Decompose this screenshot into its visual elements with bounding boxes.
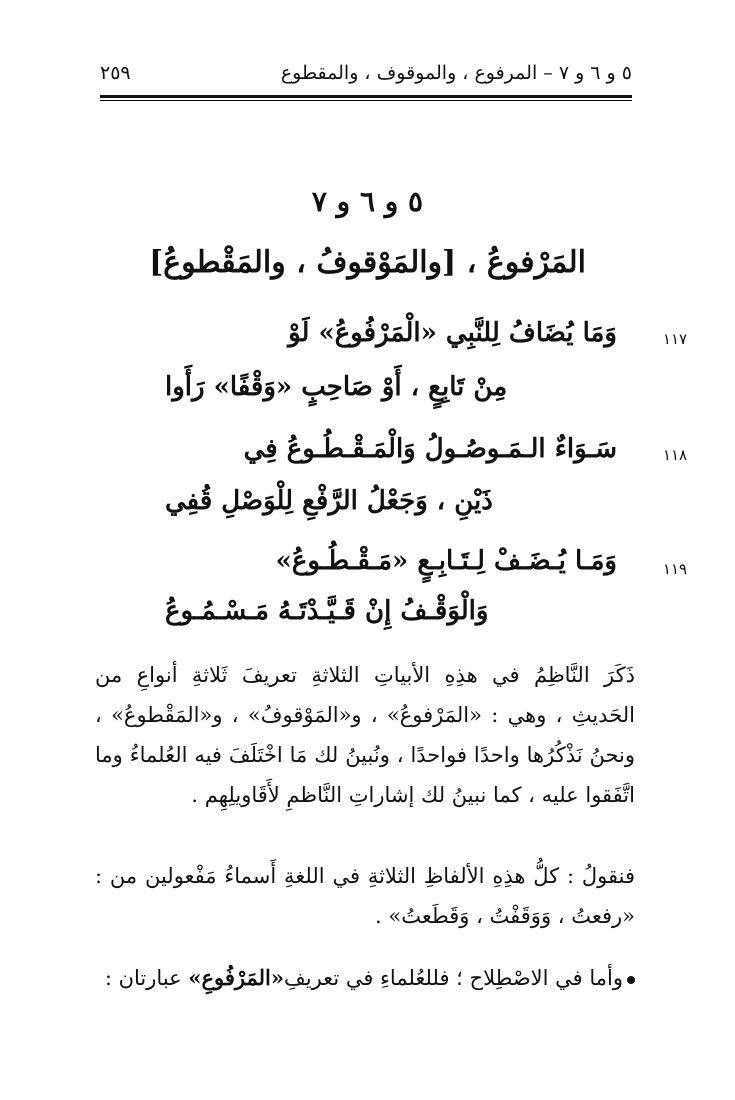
verse-number: ١١٧ [662,330,688,348]
verse-number: ١١٩ [662,560,688,578]
running-title: ٥ و ٦ و ٧ – المرفوع ، والموقوف ، والمقطوع [280,62,632,84]
bullet-paragraph [95,958,635,998]
page-number: ٢٥٩ [100,62,131,84]
verse-hemistich-1: وَمَا يُضَافُ لِلنَّبِي «الْمَرْفُوعُ» لَوْ [288,318,617,348]
header-rule-thin [100,100,632,101]
header-rule-thick [100,95,632,98]
section-number: ٥ و ٦ و ٧ [311,185,424,218]
running-header [100,60,632,94]
verse-hemistich-1: وَمَـا يُـضَـفْ لِـتَـابِـعٍ «مَـقْـطُـوعُ» [275,546,617,576]
bullet-text-after: عبارتان : [104,966,182,990]
verse-hemistich-2: وَالْوَقْـفُ إِنْ قَـيَّـدْتَـهُ مَـسْـمُـوعُ [165,596,489,626]
bullet-icon [627,976,635,984]
commentary-paragraph: ذَكَرَ النَّاظِمُ في هذِهِ الأبياتِ الثلاثةِ تعريفَ ثَلاثةِ أنواعِ من الحَديثِ ، وهي : «المَرْفوعُ» ، و«المَوْقوفُ» ، و«المَقْطوعُ» ، ونحنُ نَذْكُرُها واحدًا فواحدًا ، ونُبينُ لك مَا اخْتَلَفَ فيه العُلماءُ وما اتَّفَقوا عليه ، كما نبينُ لك إشاراتِ النَّاظمِ لأَقَاويلِهِم . [95,663,635,807]
section-title: المَرْفوعُ ، [والمَوْقوفُ ، والمَقْطوعُ] [149,245,586,280]
commentary-paragraph: فنقولُ : كلُّ هذِهِ الألفاظِ الثلاثةِ في اللغةِ أَسماءُ مَفْعولين من : «رفعتُ ، وَوَقَفْتُ ، وَقَطَعتُ» . [95,864,635,928]
verse-hemistich-2: مِنْ تَابِعٍ ، أَوْ صَاحِبٍ «وَقْفًا» رَأَوا [165,372,508,402]
bullet-text-before: وأما في الاصْطِلاح ؛ فللعُلماءِ في تعريفِ [284,966,623,990]
verse-hemistich-1: سَـوَاءٌ الـمَـوصُـولُ وَالْمَـقْـطُـوعُ فِي [243,434,617,464]
verse-number: ١١٨ [662,446,688,464]
verse-hemistich-2: ذَيْنِ ، وَجَعْلُ الرَّفْعِ لِلْوَصْلِ قُفِي [165,486,493,516]
bullet-term: «المَرْفُوعِ» [188,965,285,990]
